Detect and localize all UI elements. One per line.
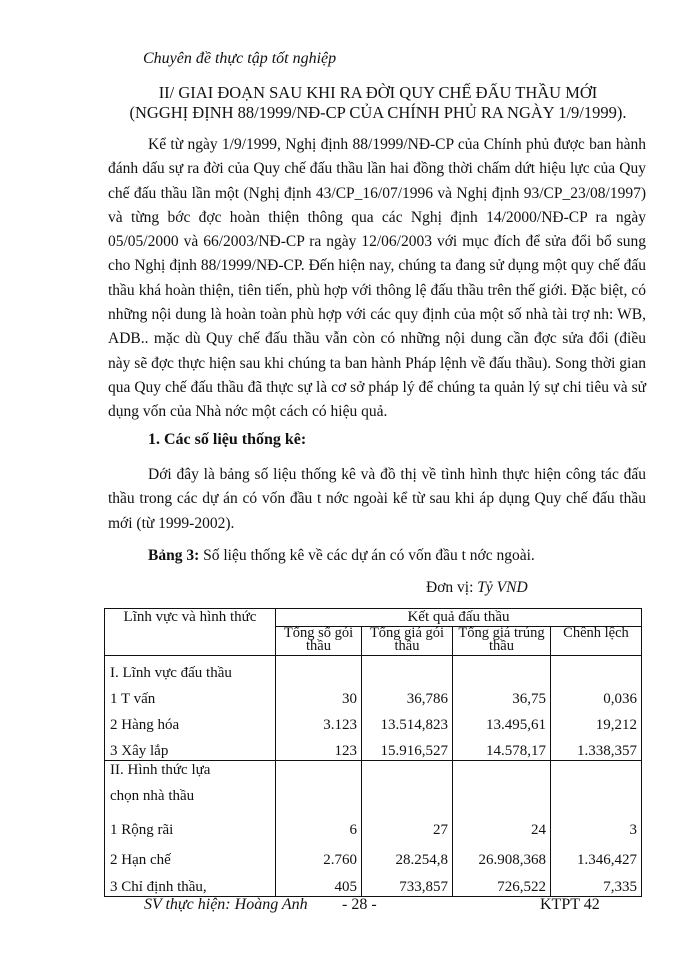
cell-package-value: 733,857 [362,869,453,897]
cell-difference: 1.338,357 [551,734,642,761]
section-title-line-1: II/ GIAI ĐOẠN SAU KHI RA ĐỜI QUY CHẾ ĐẤU THẦU MỚI [158,83,598,102]
cell-difference: 3 [551,813,642,839]
cell-difference: 1.346,427 [551,839,642,869]
cell-difference: 19,212 [551,708,642,734]
footer-class: KTPT 42 [540,896,600,913]
row-label: 3 Chỉ định thầu, [105,869,276,897]
section-title [108,83,648,123]
cell-packages: 2.760 [276,839,362,869]
cell-winning-value: 36,75 [453,682,551,708]
unit-value: Tỷ VND [477,579,528,596]
cell-package-value: 28.254,8 [362,839,453,869]
section-label-methods-2: chọn nhà thầu [105,787,276,813]
table-row [105,708,642,734]
cell-package-value: 15.916,527 [362,734,453,761]
table-row [105,839,642,869]
section-label-methods-1: II. Hình thức lựa [105,761,276,788]
statistics-table [104,608,642,897]
subsection-heading: 1. Các số liệu thống kê: [148,431,307,448]
table-caption-text: Số liệu thống kê về các dự án có vốn đầu t nớc ngoài. [199,547,535,564]
unit-label: Đơn vị: [426,579,478,596]
intro-paragraph: Kể từ ngày 1/9/1999, Nghị định 88/1999/NĐ-CP của Chính phủ được ban hành đánh dấu sự ra đời của Quy chế đấu thầu lần hai đồng thời chấm dứt hiệu lực của Quy chế đấu thầu lần một (Nghị định 43/CP_16/07/1996 và Nghị định 93/CP_23/08/1997) và từng bớc đợc hoàn thiện thông qua các Nghị định 14/2000/NĐ-CP ra ngày 05/05/2000 và 66/2003/NĐ-CP ra ngày 12/06/2003 với mục đích để sửa đổi bổ sung cho Nghị định 88/1999/NĐ-CP. Đến hiện nay, chúng ta đang sử dụng một quy chế đấu thầu khá hoàn thiện, tiên tiến, phù hợp với thông lệ đấu thầu trên thế giới. Đặc biệt, có những nội dung là hoàn toàn phù hợp với các quy định của một số nhà tài trợ nh: WB, ADB.. mặc dù Quy chế đấu thầu vẫn còn có những nội dung cần đợc sửa đổi (điều này sẽ đợc thực hiện sau khi chúng ta ban hành Pháp lệnh về đấu thầu). Song thời gian qua Quy chế đấu thầu đã thực sự là cơ sở pháp lý để chúng ta quản lý sự chi tiêu và sử dụng vốn của Nhà nớc một cách có hiệu quả. [108,136,646,421]
table-row [105,734,642,761]
footer-author: SV thực hiện: Hoàng Anh [144,896,308,913]
cell-package-value: 36,786 [362,682,453,708]
cell-winning-value: 726,522 [453,869,551,897]
row-label: 1 T vấn [105,682,276,708]
section-title-line-2: (NGGHỊ ĐỊNH 88/1999/NĐ-CP CỦA CHÍNH PHỦ RA NGÀY 1/9/1999). [129,103,627,122]
cell-winning-value: 24 [453,813,551,839]
cell-package-value: 13.514,823 [362,708,453,734]
cell-winning-value: 14.578,17 [453,734,551,761]
cell-difference: 7,335 [551,869,642,897]
table-row [105,813,642,839]
row-label: 2 Hàng hóa [105,708,276,734]
running-header: Chuyên đề thực tập tốt nghiệp [143,50,337,67]
table-row [105,682,642,708]
cell-packages: 6 [276,813,362,839]
footer-page-number: - 28 - [342,896,377,913]
cell-packages: 405 [276,869,362,897]
section-label-fields: I. Lĩnh vực đấu thầu [105,656,276,683]
header-total-winning-value: Tổng giá trúng thầu [453,627,551,656]
table-caption-label: Bảng 3: [148,547,200,564]
header-difference: Chênh lệch [551,627,642,656]
header-total-packages: Tổng số gói thầu [276,627,362,656]
cell-winning-value: 13.495,61 [453,708,551,734]
cell-difference: 0,036 [551,682,642,708]
table-row [105,869,642,897]
cell-winning-value: 26.908,368 [453,839,551,869]
cell-packages: 30 [276,682,362,708]
table-intro-paragraph: Dới đây là bảng số liệu thống kê và đồ thị về tình hình thực hiện công tác đấu thầu trong các dự án có vốn đầu t nớc ngoài kể từ sau khi áp dụng Quy chế đấu thầu mới (từ 1999-2002). [108,466,646,532]
cell-packages: 3.123 [276,708,362,734]
cell-package-value: 27 [362,813,453,839]
row-label: 3 Xây lắp [105,734,276,761]
header-field-type: Lĩnh vực và hình thức [105,609,276,656]
header-results-group: Kết quả đấu thầu [276,609,642,627]
table-caption [148,547,535,565]
unit-note [426,579,528,597]
cell-packages: 123 [276,734,362,761]
header-total-package-value: Tổng giá gói thầu [362,627,453,656]
row-label: 2 Hạn chế [105,839,276,869]
row-label: 1 Rộng rãi [105,813,276,839]
